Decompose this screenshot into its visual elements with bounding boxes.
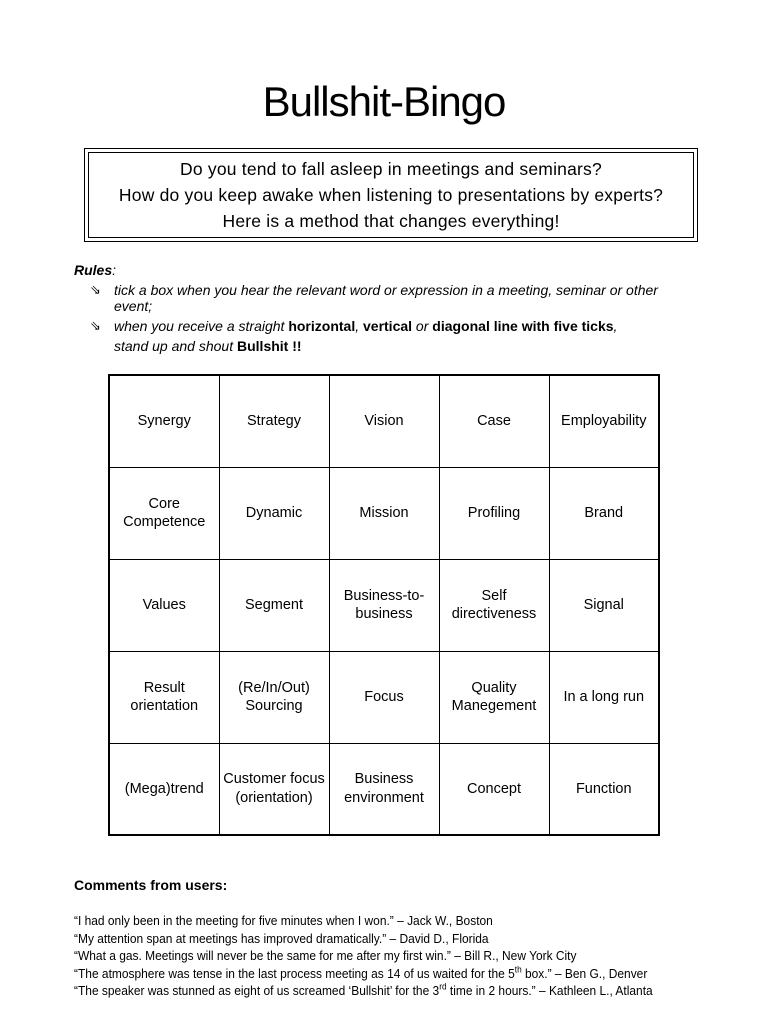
bingo-cell[interactable]: Business environment [329,743,439,835]
rule-item [74,282,694,314]
bingo-grid [108,374,660,836]
bingo-cell[interactable]: Values [109,559,219,651]
bingo-cell[interactable]: Case [439,375,549,467]
bingo-cell[interactable]: Focus [329,651,439,743]
bingo-cell[interactable]: Segment [219,559,329,651]
comment-text: “My attention span at meetings has improved dramatically.” – David D., Florida [74,930,489,946]
comment-item [74,912,700,930]
rule-text: when you receive a straight [114,318,289,334]
bingo-cell[interactable]: Core Competence [109,467,219,559]
hollow-arrow-icon: ⇘ [90,318,101,333]
rule-shout: Bullshit !! [237,338,302,354]
grid-row [109,651,659,743]
rule-item [74,316,694,356]
rule-emphasis: diagonal line with five ticks [432,318,614,334]
comment-text: “What a gas. Meetings will never be the same for me after my first win.” – Bill R., New York City [74,948,577,963]
grid-row [109,467,659,559]
bingo-cell[interactable]: Quality Manegement [439,651,549,743]
comment-item [74,930,700,948]
intro-box-inner [88,152,694,238]
grid-row [109,375,659,467]
bingo-cell[interactable]: Signal [549,559,659,651]
rule-text: or [412,318,433,334]
bingo-cell[interactable]: Function [549,743,659,835]
intro-line: Do you tend to fall asleep in meetings and seminars? [180,159,602,179]
rules-section [74,262,694,356]
comments-list [74,912,700,1000]
comment-text: “The speaker was stunned as eight of us screamed ‘Bullshit’ for the 3 [74,983,440,998]
rule-text: , [355,318,363,334]
bingo-cell[interactable]: Vision [329,375,439,467]
comments-heading: Comments from users: [74,877,228,893]
grid-row [109,559,659,651]
bingo-cell[interactable]: (Re/In/Out) Sourcing [219,651,329,743]
rule-text: stand up and shout [114,338,237,354]
rule-text: tick a box when you hear the relevant word or expression in a meeting, seminar or other event; [114,282,658,314]
bingo-cell[interactable]: Strategy [219,375,329,467]
bingo-cell[interactable]: Customer focus (orientation) [219,743,329,835]
comment-text: “The atmosphere was tense in the last process meeting as 14 of us waited for the 5 [74,965,515,981]
rules-heading: Rules [74,262,113,278]
comment-item [74,982,700,1000]
bingo-cell[interactable]: Employability [549,375,659,467]
bingo-cell[interactable]: Profiling [439,467,549,559]
bingo-cell[interactable]: Dynamic [219,467,329,559]
comment-item [74,965,700,983]
bingo-cell[interactable]: (Mega)trend [109,743,219,835]
bingo-cell[interactable]: Concept [439,743,549,835]
intro-box [84,148,698,242]
rule-emphasis: horizontal [288,318,356,334]
bingo-cell[interactable]: Brand [549,467,659,559]
bingo-cell[interactable]: Self directiveness [439,559,549,651]
bingo-cell[interactable]: In a long run [549,651,659,743]
bingo-cell[interactable]: Mission [329,467,439,559]
intro-line: How do you keep awake when listening to presentations by experts? [118,185,664,205]
rule-text: , [613,318,618,334]
hollow-arrow-icon: ⇘ [90,282,101,297]
grid-row [109,743,659,835]
bingo-cell[interactable]: Business-to-business [329,559,439,651]
comment-text: box.” – Ben G., Denver [521,965,648,981]
comment-sup: th [514,964,522,975]
page-title: Bullshit-Bingo [262,78,506,125]
bingo-cell[interactable]: Result orientation [109,651,219,743]
comment-text: “I had only been in the meeting for five minutes when I won.” – Jack W., Boston [74,913,493,928]
bingo-cell[interactable]: Synergy [109,375,219,467]
comment-item [74,947,700,965]
rules-heading-colon: : [112,262,117,278]
comment-text: time in 2 hours.” – Kathleen L., Atlanta [446,983,653,998]
intro-line: Here is a method that changes everything! [222,211,560,231]
comment-sup: rd [439,981,447,992]
rules-heading-line [74,262,694,278]
rule-emphasis: vertical [363,318,413,334]
